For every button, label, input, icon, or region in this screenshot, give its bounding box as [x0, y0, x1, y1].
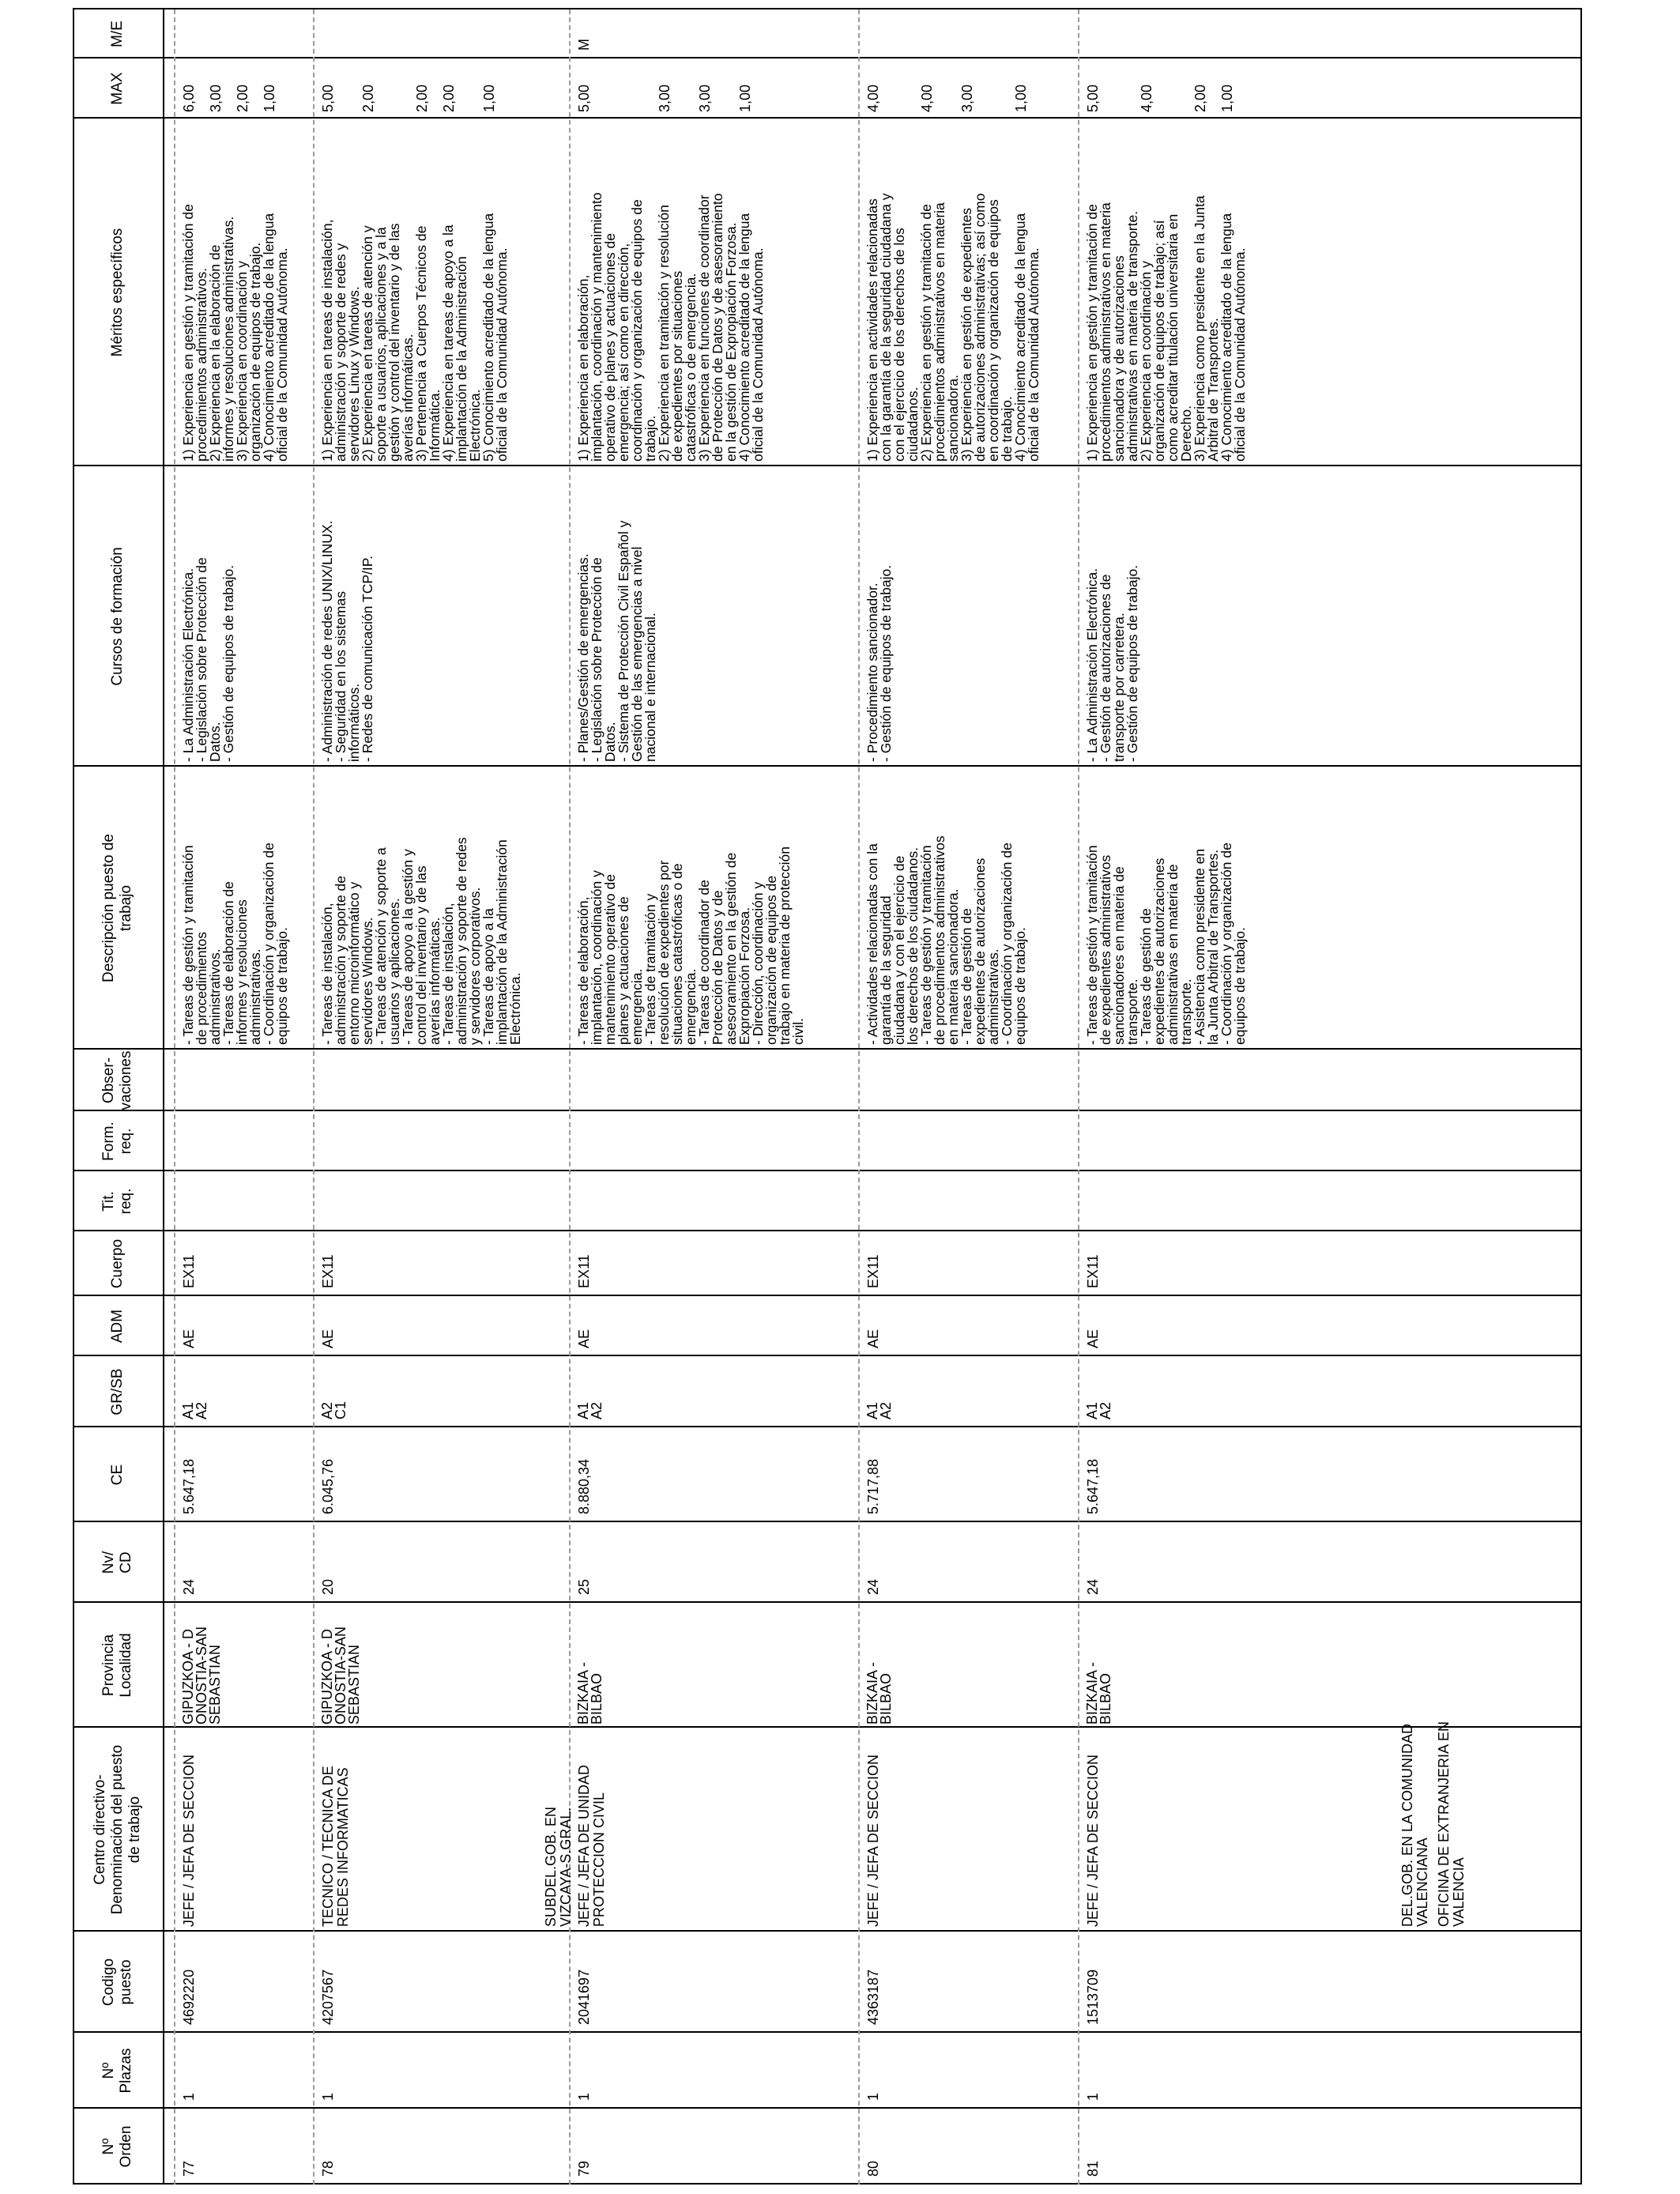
- cell-provincia: BIZKAIA - BILBAO: [864, 1661, 894, 1725]
- cell-puesto: JEFE / JEFA DE SECCION: [181, 1754, 197, 1927]
- cell-descripcion: - Tareas de elaboración, implantación, coordinación y mantenimiento operativo de planes y actuaciones de emergencia. - Tareas de tramitación y resolución de expedientes por situaciones catastróficas o de emergencia. - Tareas de coordinador de Protección de Datos y de asesoramiento en la gestión de Expropiación Forzosa. - Dirección, coordinación y organización de equipos de trabajo en materia de protección civil.: [575, 846, 806, 1045]
- header-grsb: GR/SB: [109, 1368, 126, 1416]
- column-rule: [73, 1048, 1582, 1050]
- cell-max: 5,00: [1085, 84, 1101, 112]
- section-header: SUBDEL.GOB. EN VIZCAYA-S.GRAL.: [543, 1806, 574, 1927]
- row-separator: [313, 9, 315, 2185]
- header-descripcion: Descripción puesto de trabajo: [100, 834, 134, 982]
- cell-grsb: A1 A2: [864, 1401, 894, 1419]
- cell-max: 5,00: [576, 84, 592, 112]
- header-nivel: Nv/ CD: [100, 1551, 134, 1574]
- positions-table: [73, 9, 1582, 2185]
- cell-codigo: 4692220: [181, 1969, 197, 2025]
- row-rule: [163, 9, 164, 2185]
- cell-descripcion: - Tareas de instalación, administración y soporte de entorno microinformático y servidores Windows. - Tareas de atención y soporte a usuarios y aplicaciones. - Tareas de apoyo a la gestión y control del inventario y de las averías informáticas. - Tareas de instalación, administración y soporte de redes y servidores corporativos. - Tareas de apoyo a la implantación de la Administración Electrónica.: [319, 837, 523, 1045]
- cell-adm: AE: [181, 1329, 197, 1348]
- cell-cursos: - Administración de redes UNIX/LINUX. - Seguridad en los sistemas informáticos. - Redes de comunicación TCP/IP.: [319, 520, 375, 762]
- cell-cursos: - Planes/Gestión de emergencias. - Legislación sobre Protección de Datos. - Sistema de Protección Civil Español y Gestión de las emergencias a nivel nacional e internacional.: [575, 520, 658, 762]
- cell-meritos: 1) Experiencia en gestión y tramitación de procedimientos administrativos en materia sancionadora y de autorizaciones administrativas en materia de transporte. 2) Experiencia en coordinación y organización de equipos de trabajo; así como acreditar titulación universitaria en Derecho. 3) Experiencia como presidente en la Junta Arbitral de Transportes. 4) Conocimiento acreditado de la lengua oficial de la Comunidad Autónoma.: [1084, 195, 1248, 462]
- cell-codigo: 4207567: [320, 1969, 336, 2025]
- cell-grsb: A1 A2: [180, 1401, 209, 1419]
- cell-nivel: 24: [1085, 1578, 1101, 1595]
- column-rule: [73, 1170, 1582, 1171]
- cell-descripcion: - Actividades relacionadas con la garantía de la seguridad ciudadana y con el ejercicio de los derechos de los ciudadanos. - Tareas de gestión y tramitación de procedimientos administrativos en materia sancionadora. - Tareas de gestión de expedientes de autorizaciones administrativas. - Coordinación y organización de equipos de trabajo.: [864, 835, 1028, 1045]
- cell-max: 2,00: [235, 84, 250, 112]
- header-formreq: Form. req.: [100, 1122, 134, 1161]
- header-cursos: Cursos de formación: [109, 547, 126, 686]
- row-separator: [174, 9, 175, 2185]
- header-provincia: Provincia Localidad: [100, 1633, 134, 1698]
- cell-max: 2,00: [360, 84, 376, 112]
- cell-plazas: 1: [576, 2092, 592, 2101]
- cell-max: 1,00: [481, 84, 497, 112]
- cell-max: 2,00: [441, 84, 457, 112]
- cell-adm: AE: [576, 1329, 592, 1348]
- cell-cursos: - La Administración Electrónica. - Gestión de autorizaciones de transporte por carretera. - Gestión de equipos de trabajo.: [1084, 564, 1140, 762]
- cell-meritos: 1) Experiencia en actividades relacionadas con la garantía de la seguridad ciudadana y con el ejercicio de los derechos de los ciudadanos. 2) Experiencia en gestión y tramitación de procedimientos administrativos en materia sancionadora. 3) Experiencia en gestión de expedientes de autorizaciones administrativas; así como en coordinación y organización de equipos de trabajo. 4) Conocimiento acreditado de la lengua oficial de la Comunidad Autónoma.: [864, 193, 1042, 462]
- column-rule: [73, 1521, 1582, 1522]
- column-rule: [73, 2107, 1582, 2109]
- cell-max: 4,00: [919, 84, 935, 112]
- column-rule: [73, 1110, 1582, 1111]
- column-rule: [73, 465, 1582, 466]
- cell-meritos: 1) Experiencia en gestión y tramitación de procedimientos administrativos. 2) Experiencia en la elaboración de informes y resoluciones administrativas. 3) Experiencia en coordinación y organización de equipos de trabajo. 4) Conocimiento acreditado de la lengua oficial de la Comunidad Autónoma.: [180, 204, 290, 462]
- cell-cuerpo: EX11: [576, 1254, 592, 1288]
- column-rule: [73, 57, 1582, 58]
- cell-plazas: 1: [320, 2092, 336, 2101]
- header-plazas: Nº Plazas: [100, 2048, 134, 2094]
- cell-grsb: A1 A2: [1084, 1401, 1113, 1419]
- cell-max: 2,00: [1192, 84, 1208, 112]
- cell-provincia: BIZKAIA - BILBAO: [575, 1661, 605, 1725]
- column-rule: [73, 117, 1582, 119]
- column-rule: [73, 1726, 1582, 1728]
- cell-meritos: 1) Experiencia en tareas de instalación, administración y soporte de redes y servidores Linux y Windows. 2) Experiencia en tareas de atención y soporte a usuarios, aplicaciones y a la gestión y control del inventario y de las averías informáticas. 3) Pertenencia a Cuerpos Técnicos de Informática. 4) Experiencia en tareas de apoyo a la implantación de la Administración Electrónica. 5) Conocimiento acreditado de la lengua oficial de la Comunidad Autónoma.: [319, 213, 510, 462]
- cell-nivel: 24: [181, 1578, 197, 1595]
- cell-orden: 80: [865, 2160, 881, 2177]
- cell-nivel: 24: [865, 1578, 881, 1595]
- header-observaciones: Obser- vaciones: [100, 1050, 134, 1110]
- cell-max: 2,00: [414, 84, 430, 112]
- cell-codigo: 2041697: [576, 1969, 592, 2025]
- cell-descripcion: - Tareas de gestión y tramitación de procedimientos administrativos. - Tareas de elaboración de informes y resoluciones administrativas. - Coordinación y organización de equipos de trabajo.: [180, 843, 290, 1045]
- cell-adm: AE: [320, 1329, 336, 1348]
- cell-cuerpo: EX11: [1085, 1254, 1101, 1288]
- column-rule: [73, 1295, 1582, 1296]
- cell-cuerpo: EX11: [865, 1254, 881, 1288]
- column-rule: [73, 1601, 1582, 1603]
- header-cuerpo: Cuerpo: [109, 1238, 126, 1289]
- header-puesto: Centro directivo- Denominación del puesto de trabajo: [92, 1744, 143, 1915]
- cell-codigo: 4363187: [865, 1969, 881, 2025]
- cell-grsb: A2 C1: [319, 1400, 348, 1419]
- column-rule: [73, 8, 1582, 9]
- cell-orden: 81: [1085, 2160, 1101, 2177]
- cell-ce: 6.045,76: [320, 1458, 336, 1514]
- cell-cuerpo: EX11: [181, 1254, 197, 1288]
- header-meritos: Méritos específicos: [109, 228, 126, 357]
- cell-puesto: JEFE / JEFA DE SECCION: [865, 1754, 881, 1927]
- cell-cursos: - La Administración Electrónica. - Legislación sobre Protección de Datos. - Gestión de equipos de trabajo.: [180, 557, 236, 762]
- cell-max: 1,00: [737, 84, 753, 112]
- cell-ce: 5.717,88: [865, 1458, 881, 1514]
- cell-nivel: 20: [320, 1578, 336, 1595]
- cell-provincia: GIPUZKOA - D ONOSTIA-SAN SEBASTIAN: [319, 1626, 362, 1725]
- cell-codigo: 1513709: [1085, 1969, 1101, 2025]
- cell-plazas: 1: [1085, 2092, 1101, 2101]
- cell-plazas: 1: [181, 2092, 197, 2101]
- row-rule: [1580, 9, 1582, 2185]
- cell-orden: 79: [576, 2160, 592, 2177]
- cell-nivel: 25: [576, 1578, 592, 1595]
- cell-ce: 8.880,34: [576, 1458, 592, 1514]
- cell-puesto: JEFE / JEFA DE UNIDAD PROTECCION CIVIL: [576, 1764, 607, 1927]
- header-ce: CE: [109, 1464, 126, 1486]
- cell-max: 1,00: [262, 84, 277, 112]
- row-separator: [1078, 9, 1079, 2185]
- cell-puesto: JEFE / JEFA DE SECCION: [1085, 1754, 1101, 1927]
- column-rule: [73, 1930, 1582, 1932]
- cell-max: 6,00: [181, 84, 197, 112]
- cell-max: 1,00: [1219, 84, 1235, 112]
- column-rule: [73, 2183, 1582, 2185]
- header-titreq: Tit. req.: [100, 1188, 134, 1215]
- cell-descripcion: - Tareas de gestión y tramitación de expedientes administrativos sancionadores en materia de transporte. - Tareas de gestión de expedientes de autorizaciones administrativas en materia de transporte. - Asistencia como presidente en la Junta Arbitral de Transportes. - Coordinación y organización de equipos de trabajo.: [1084, 843, 1248, 1045]
- cell-grsb: A1 A2: [575, 1401, 605, 1419]
- header-adm: ADM: [109, 1309, 126, 1344]
- column-rule: [73, 1355, 1582, 1356]
- cell-puesto: TECNICO / TECNICA DE REDES INFORMATICAS: [320, 1766, 351, 1927]
- cell-provincia: GIPUZKOA - D ONOSTIA-SAN SEBASTIAN: [180, 1626, 223, 1725]
- cell-cuerpo: EX11: [320, 1254, 336, 1288]
- cell-cursos: - Procedimiento sancionador. - Gestión de equipos de trabajo.: [864, 564, 894, 762]
- cell-plazas: 1: [865, 2092, 881, 2101]
- section-header: DEL.GOB. EN LA COMUNIDAD VALENCIANA: [1399, 1723, 1430, 1927]
- cell-max: 5,00: [320, 84, 336, 112]
- header-orden: Nº Orden: [100, 2125, 134, 2168]
- row-separator: [858, 9, 860, 2185]
- cell-max: 3,00: [657, 84, 672, 112]
- cell-max: 3,00: [208, 84, 224, 112]
- cell-max: 3,00: [959, 84, 975, 112]
- cell-max: 3,00: [697, 84, 713, 112]
- cell-ce: 5.647,18: [181, 1458, 197, 1514]
- cell-ce: 5.647,18: [1085, 1458, 1101, 1514]
- section-header: OFICINA DE EXTRANJERIA EN VALENCIA: [1436, 1721, 1467, 1927]
- header-codigo: Codigo puesto: [100, 1958, 134, 2007]
- cell-orden: 77: [181, 2160, 197, 2177]
- cell-orden: 78: [320, 2160, 336, 2177]
- cell-meritos: 1) Experiencia en elaboración, implantación, coordinación y mantenimiento operativo de planes y actuaciones de emergencia; así como en dirección, coordinación y organización de equipos de trabajo. 2) Experiencia en tramitación y resolución de expedientes por situaciones catastróficas o de emergencia. 3) Experiencia en funciones de coordinador de Protección de Datos y de asesoramiento en la gestión de Expropiación Forzosa. 4) Conocimiento acreditado de la lengua oficial de la Comunidad Autónoma.: [575, 192, 766, 462]
- column-rule: [73, 2031, 1582, 2033]
- cell-max: 4,00: [1139, 84, 1155, 112]
- header-me: M/E: [109, 21, 126, 47]
- cell-adm: AE: [1085, 1329, 1101, 1348]
- column-rule: [73, 1426, 1582, 1427]
- cell-provincia: BIZKAIA - BILBAO: [1084, 1661, 1113, 1725]
- cell-max: 4,00: [865, 84, 881, 112]
- header-max: MAX: [109, 72, 126, 105]
- cell-adm: AE: [865, 1329, 881, 1348]
- column-rule: [73, 765, 1582, 767]
- column-rule: [73, 1230, 1582, 1231]
- cell-max: 1,00: [1013, 84, 1029, 112]
- cell-me: M: [576, 39, 592, 51]
